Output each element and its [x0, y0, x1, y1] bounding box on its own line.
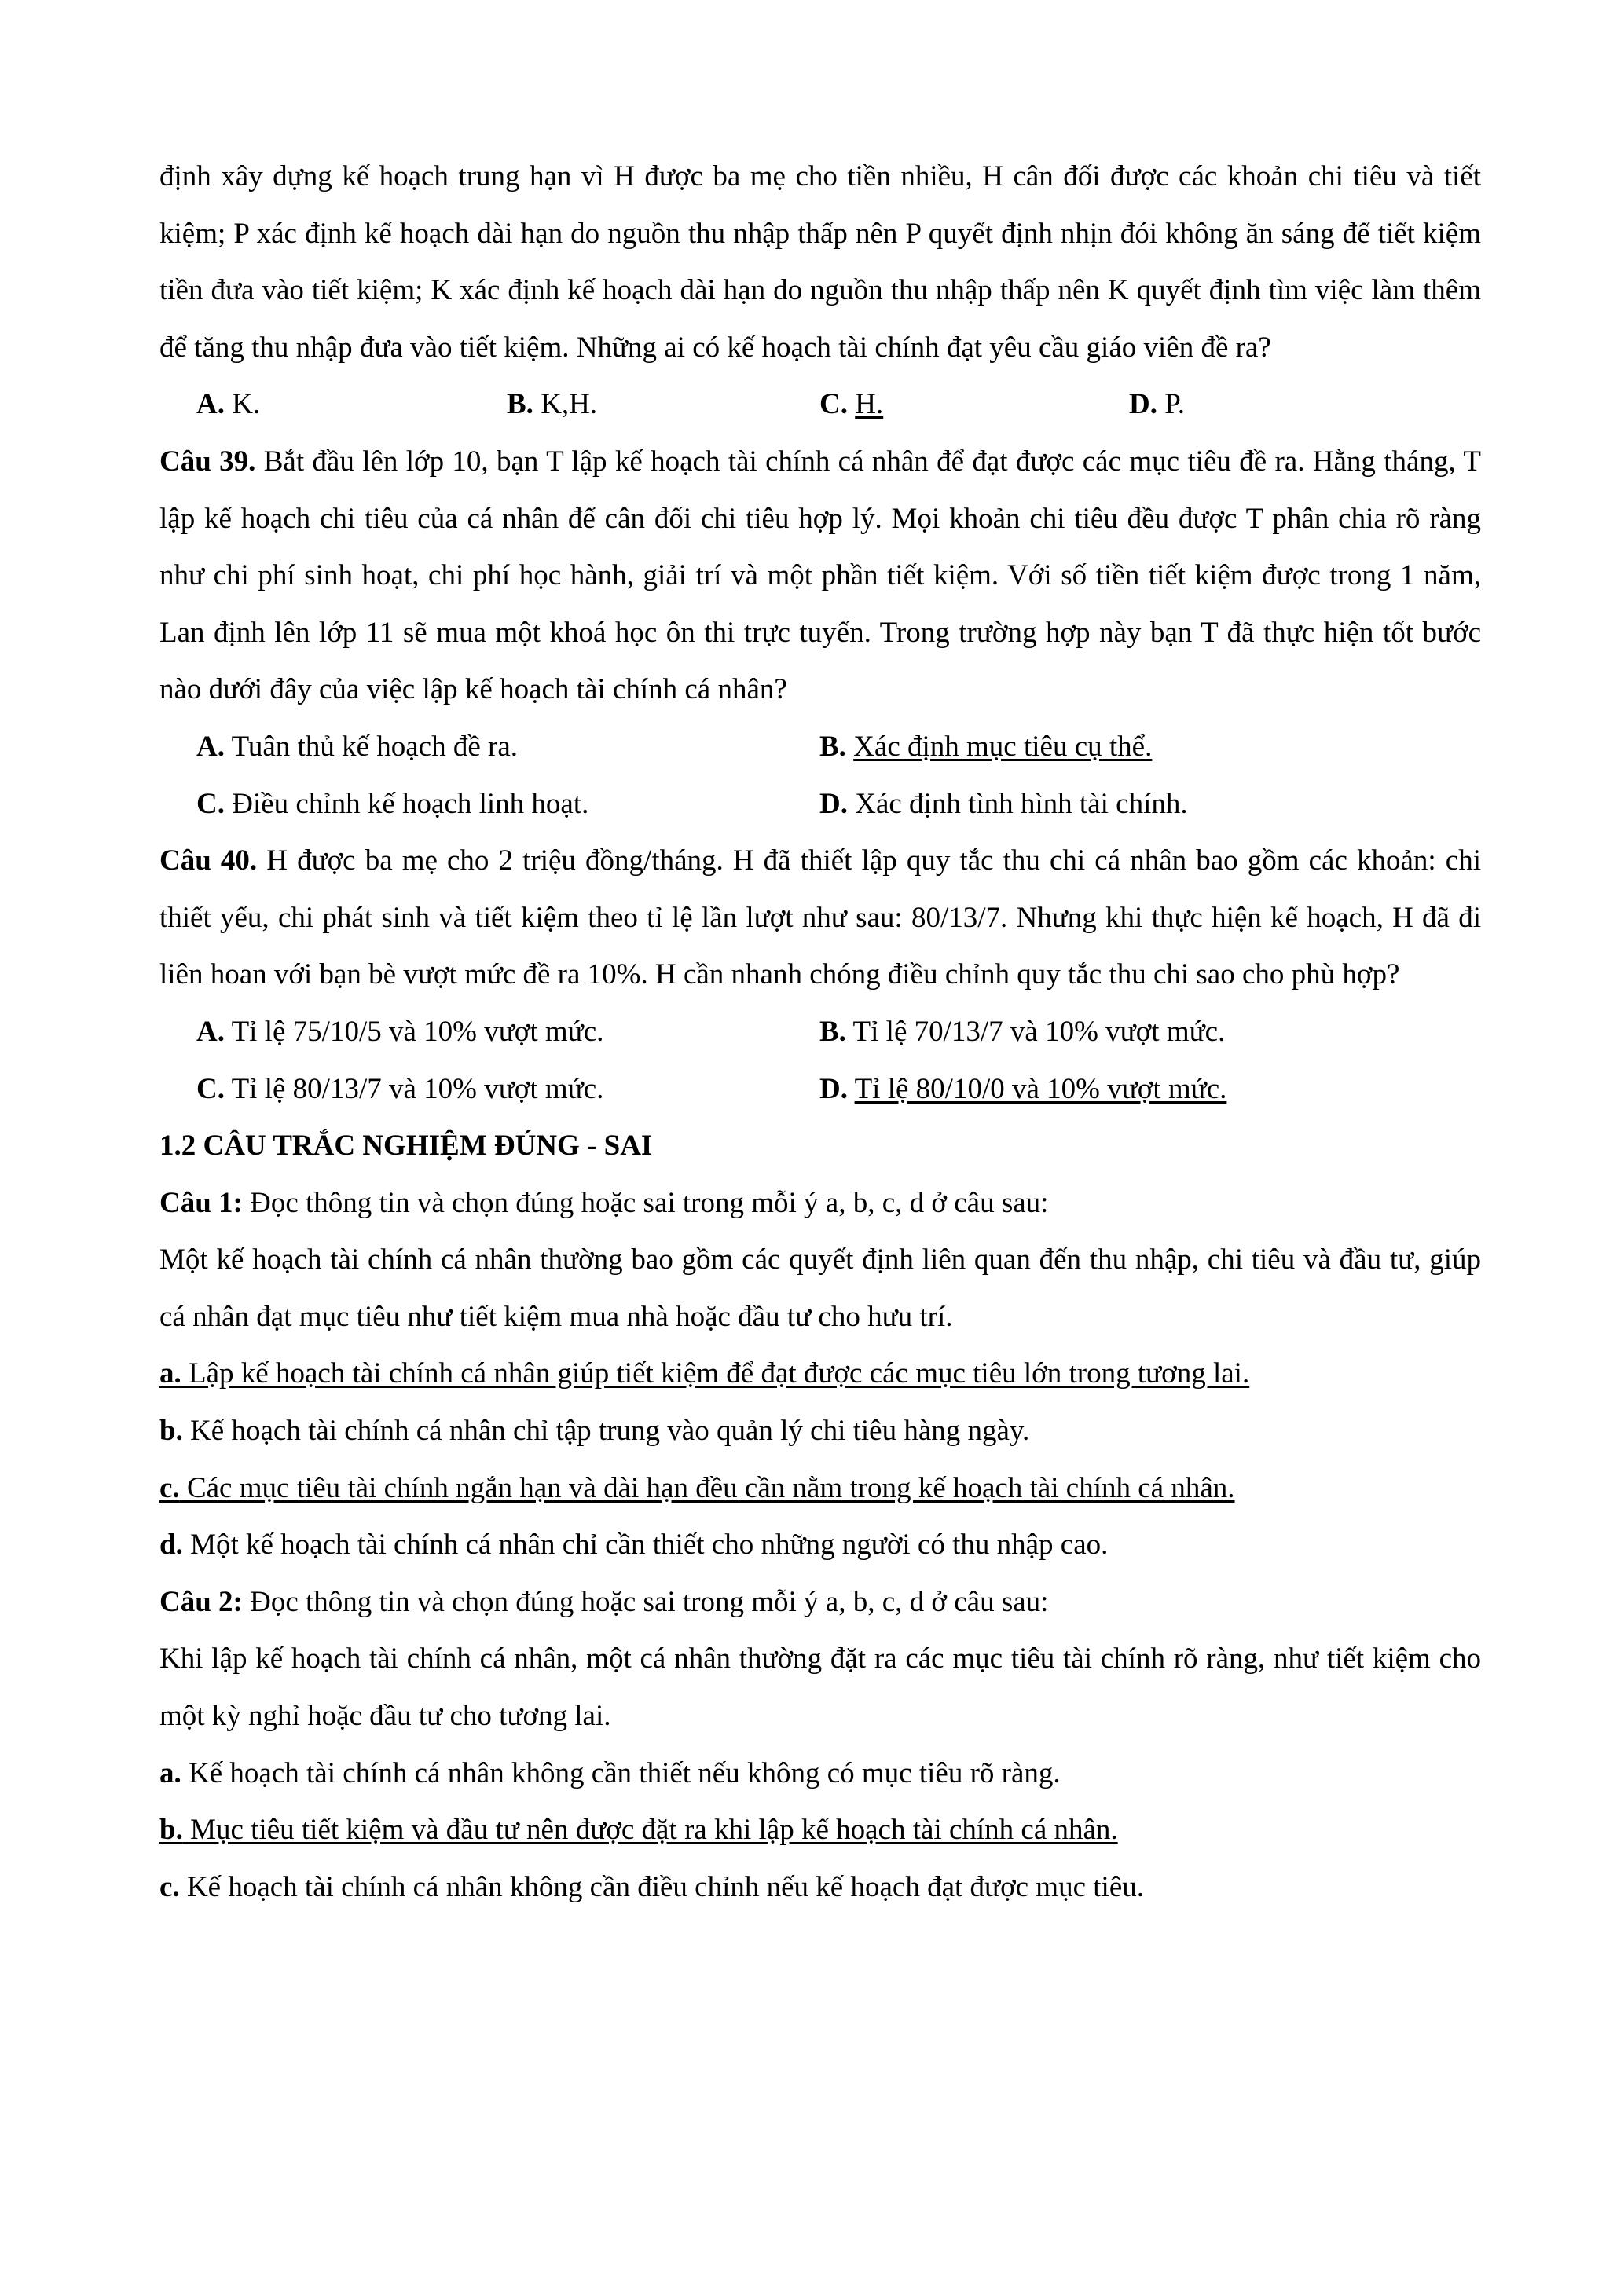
tf1-item-d: d. Một kế hoạch tài chính cá nhân chỉ cần thiết cho những người có thu nhập cao.: [159, 1529, 1109, 1562]
tf2-passage: Khi lập kế hoạch tài chính cá nhân, một cá nhân thường đặt ra các mục tiêu tài chính rõ ràng, như tiết kiệm cho một kỳ nghỉ hoặc đầu tư cho tương lai.: [159, 1642, 1481, 1733]
tf1-passage: Một kế hoạch tài chính cá nhân thường bao gồm các quyết định liên quan đến thu nhập, chi tiêu và đầu tư, giúp cá nhân đạt mục tiêu như tiết kiệm mua nhà hoặc đầu tư cho hưu trí.: [159, 1243, 1481, 1333]
q39-question: Câu 39. Bắt đầu lên lớp 10, bạn T lập kế hoạch tài chính cá nhân để đạt được các mục tiêu đề ra. Hằng tháng, T lập kế hoạch chi tiêu của cá nhân để cân đối chi tiêu hợp lý. Mọi khoản chi tiêu đều được T phân chia rõ ràng như chi phí sinh hoạt, chi phí học hành, giải trí và một phần tiết kiệm. Với số tiền tiết kiệm được trong 1 năm, Lan định lên lớp 11 sẽ mua một khoá học ôn thi trực tuyến. Trong trường hợp này bạn T đã thực hiện tốt bước nào dưới đây của việc lập kế hoạch tài chính cá nhân?: [159, 445, 1481, 706]
document-page: [159, 148, 1481, 1916]
q40-option-d: D. Tỉ lệ 80/10/0 và 10% vượt mức.: [819, 1072, 1227, 1105]
q40-option-a: A. Tỉ lệ 75/10/5 và 10% vượt mức.: [196, 1015, 604, 1048]
q39-option-d: D. Xác định tình hình tài chính.: [819, 787, 1188, 820]
q38-option-d: D. P.: [1129, 388, 1185, 421]
tf2-item-b: b. Mục tiêu tiết kiệm và đầu tư nên được đặt ra khi lập kế hoạch tài chính cá nhân.: [159, 1814, 1118, 1847]
tf2-item-c: c. Kế hoạch tài chính cá nhân không cần điều chỉnh nếu kế hoạch đạt được mục tiêu.: [159, 1870, 1144, 1903]
q39-options-row2: [159, 776, 1481, 833]
tf2-prompt: Câu 2: Đọc thông tin và chọn đúng hoặc sai trong mỗi ý a, b, c, d ở câu sau:: [159, 1585, 1049, 1618]
q40-options-row1: [159, 1004, 1481, 1061]
q38-option-c: C. H.: [819, 388, 884, 421]
tf1-prompt: Câu 1: Đọc thông tin và chọn đúng hoặc sai trong mỗi ý a, b, c, d ở câu sau:: [159, 1186, 1049, 1219]
q39-options-row1: [159, 719, 1481, 776]
q38-text: định xây dựng kế hoạch trung hạn vì H được ba mẹ cho tiền nhiều, H cân đối được các khoản chi tiêu và tiết kiệm; P xác định kế hoạch dài hạn do nguồn thu nhập thấp nên P quyết định nhịn đói không ăn sáng để tiết kiệm tiền đưa vào tiết kiệm; K xác định kế hoạch dài hạn do nguồn thu nhập thấp nên K quyết định tìm việc làm thêm để tăng thu nhập đưa vào tiết kiệm. Những ai có kế hoạch tài chính đạt yêu cầu giáo viên đề ra?: [159, 160, 1481, 364]
q40-option-b: B. Tỉ lệ 70/13/7 và 10% vượt mức.: [819, 1015, 1226, 1048]
tf2-item-a: a. Kế hoạch tài chính cá nhân không cần thiết nếu không có mục tiêu rõ ràng.: [159, 1756, 1061, 1789]
section-heading: 1.2 CÂU TRẮC NGHIỆM ĐÚNG - SAI: [159, 1130, 653, 1163]
q39-option-a: A. Tuân thủ kế hoạch đề ra.: [196, 730, 519, 763]
q39-option-b: B. Xác định mục tiêu cụ thể.: [819, 730, 1153, 763]
q40-option-c: C. Tỉ lệ 80/13/7 và 10% vượt mức.: [196, 1072, 604, 1105]
q38-options: [159, 376, 1481, 434]
q39-option-c: C. Điều chỉnh kế hoạch linh hoạt.: [196, 787, 589, 820]
q38-option-b: B. K,H.: [507, 388, 598, 421]
tf1-item-c: c. Các mục tiêu tài chính ngắn hạn và dài hạn đều cần nằm trong kế hoạch tài chính cá nhân.: [159, 1471, 1235, 1504]
tf1-item-a: a. Lập kế hoạch tài chính cá nhân giúp tiết kiệm để đạt được các mục tiêu lớn trong tương lai.: [159, 1357, 1250, 1390]
q40-options-row2: [159, 1061, 1481, 1119]
tf1-item-b: b. Kế hoạch tài chính cá nhân chỉ tập trung vào quản lý chi tiêu hàng ngày.: [159, 1415, 1030, 1448]
q38-option-a: A. K.: [196, 388, 261, 421]
q40-question: Câu 40. H được ba mẹ cho 2 triệu đồng/tháng. H đã thiết lập quy tắc thu chi cá nhân bao gồm các khoản: chi thiết yếu, chi phát sinh và tiết kiệm theo tỉ lệ lần lượt như sau: 80/13/7. Nhưng khi thực hiện kế hoạch, H đã đi liên hoan với bạn bè vượt mức đề ra 10%. H cần nhanh chóng điều chỉnh quy tắc thu chi sao cho phù hợp?: [159, 844, 1481, 991]
